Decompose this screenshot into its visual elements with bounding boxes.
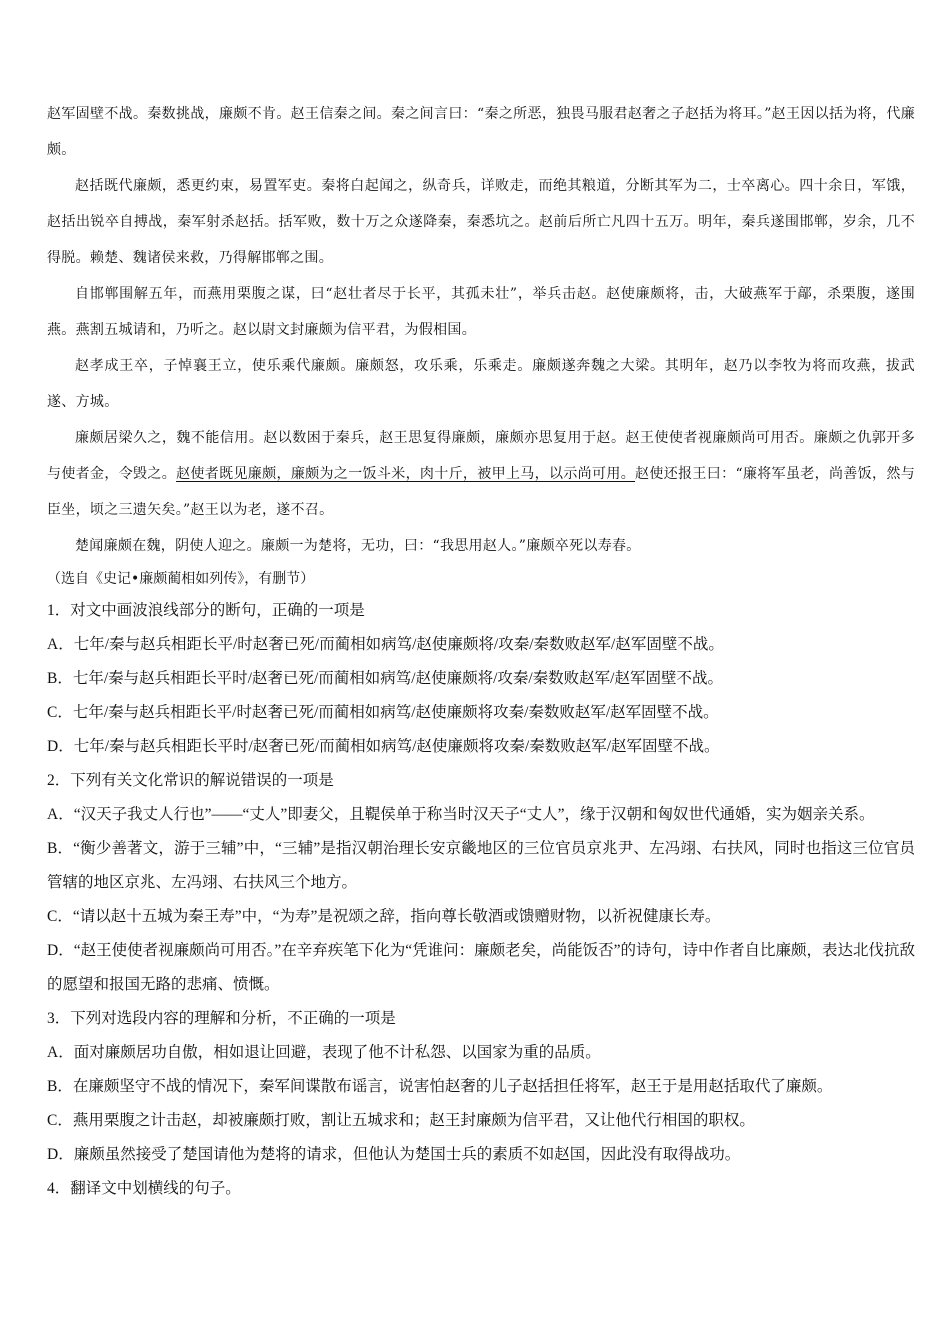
option: B．在廉颇坚守不战的情况下，秦军间谍散布谣言，说害怕赵奢的儿子赵括担任将军，赵王于是用赵括取代了廉颇。 <box>47 1078 833 1095</box>
passage-paragraph-with-underline <box>47 420 915 528</box>
passage-paragraph: 赵军固壁不战。秦数挑战，廉颇不肯。赵王信秦之间。秦之间言曰：“秦之所恶，独畏马服君赵奢之子赵括为将耳。”赵王因以括为将，代廉颇。 <box>47 106 915 158</box>
option: B．七年/秦与赵兵相距长平时/赵奢已死/而蔺相如病笃/赵使廉颇将/攻秦/秦数败赵军/赵军固壁不战。 <box>47 670 723 687</box>
option: D．“赵王使使者视廉颇尚可用否。”在辛弃疾笔下化为“凭谁问：廉颇老矣，尚能饭否”的诗句，诗中作者自比廉颇，表达北伐抗敌的愿望和报国无路的悲痛、愤慨。 <box>47 942 915 993</box>
option: D．廉颇虽然接受了楚国请他为楚将的请求，但他认为楚国士兵的素质不如赵国，因此没有取得战功。 <box>47 1146 741 1163</box>
passage-text: 赵使还报王曰：“廉将军虽老，尚善饭，然与臣坐，顷之三遗矢矣。”赵王以为老，遂不召。 <box>47 466 916 518</box>
option: D．七年/秦与赵兵相距长平时/赵奢已死/而蔺相如病笃/赵使廉颇将攻秦/秦数败赵军/赵军固壁不战。 <box>47 738 720 755</box>
question-stem: 4．翻译文中划横线的句子。 <box>47 1180 241 1197</box>
option: A．面对廉颇居功自傲，相如退让回避，表现了他不计私怨、以国家为重的品质。 <box>47 1044 601 1061</box>
option: C．七年/秦与赵兵相距长平/时赵奢已死/而蔺相如病笃/赵使廉颇将攻秦/秦数败赵军/赵军固壁不战。 <box>47 704 719 721</box>
option: A．七年/秦与赵兵相距长平/时赵奢已死/而蔺相如病笃/赵使廉颇将/攻秦/秦数败赵军/赵军固壁不战。 <box>47 636 724 653</box>
question-list <box>47 594 915 1206</box>
passage-text: 廉颇居梁久之，魏不能信用。赵以数困于秦兵，赵王思复得廉颇，廉颇亦思复用于赵。赵王使使者视廉颇尚可用否。廉颇之仇郭开多与使者金，令毁之。 <box>47 430 915 482</box>
passage-paragraph: 楚闻廉颇在魏，阴使人迎之。廉颇一为楚将，无功，曰：“我思用赵人。”廉颇卒死以寿春。 <box>75 538 641 554</box>
question-stem: 1．对文中画波浪线部分的断句，正确的一项是 <box>47 602 365 619</box>
passage-paragraph: 赵括既代廉颇，悉更约束，易置军吏。秦将白起闻之，纵奇兵，详败走，而绝其粮道，分断其军为二，士卒离心。四十余日，军饿，赵括出锐卒自搏战，秦军射杀赵括。括军败，数十万之众遂降秦，秦悉坑之。赵前后所亡凡四十五万。明年，秦兵遂围邯郸，岁余，几不得脱。赖楚、魏诸侯来救，乃得解邯郸之围。 <box>47 178 915 266</box>
question-stem: 2．下列有关文化常识的解说错误的一项是 <box>47 772 334 789</box>
option: B．“衡少善著文，游于三辅”中，“三辅”是指汉朝治理长安京畿地区的三位官员京兆尹、左冯翊、右扶风，同时也指这三位官员管辖的地区京兆、左冯翊、右扶风三个地方。 <box>47 840 915 891</box>
underlined-sentence: 赵使者既见廉颇，廉颇为之一饭斗米，肉十斤，被甲上马，以示尚可用。 <box>176 466 636 482</box>
option: A．“汉天子我丈人行也”——“丈人”即妻父，且鞮侯单于称当时汉天子“丈人”，缘于汉朝和匈奴世代通婚，实为姻亲关系。 <box>47 806 875 823</box>
option: C．“请以赵十五城为秦王寿”中，“为寿”是祝颂之辞，指向尊长敬酒或馈赠财物，以祈祝健康长寿。 <box>47 908 721 925</box>
option: C．燕用栗腹之计击赵，却被廉颇打败，割让五城求和；赵王封廉颇为信平君，又让他代行相国的职权。 <box>47 1112 755 1129</box>
passage-paragraph: 自邯郸围解五年，而燕用栗腹之谋，曰“赵壮者尽于长平，其孤未壮”，举兵击赵。赵使廉颇将，击，大破燕军于鄗，杀栗腹，遂围燕。燕割五城请和，乃听之。赵以尉文封廉颇为信平君，为假相国。 <box>47 286 915 338</box>
classical-passage <box>47 96 915 564</box>
question-stem: 3．下列对选段内容的理解和分析，不正确的一项是 <box>47 1010 396 1027</box>
exam-page <box>47 96 915 1206</box>
source-note: （选自《史记•廉颇蔺相如列传》，有删节） <box>47 571 315 587</box>
passage-paragraph: 赵孝成王卒，子悼襄王立，使乐乘代廉颇。廉颇怒，攻乐乘，乐乘走。廉颇遂奔魏之大梁。其明年，赵乃以李牧为将而攻燕，拔武遂、方城。 <box>47 358 915 410</box>
